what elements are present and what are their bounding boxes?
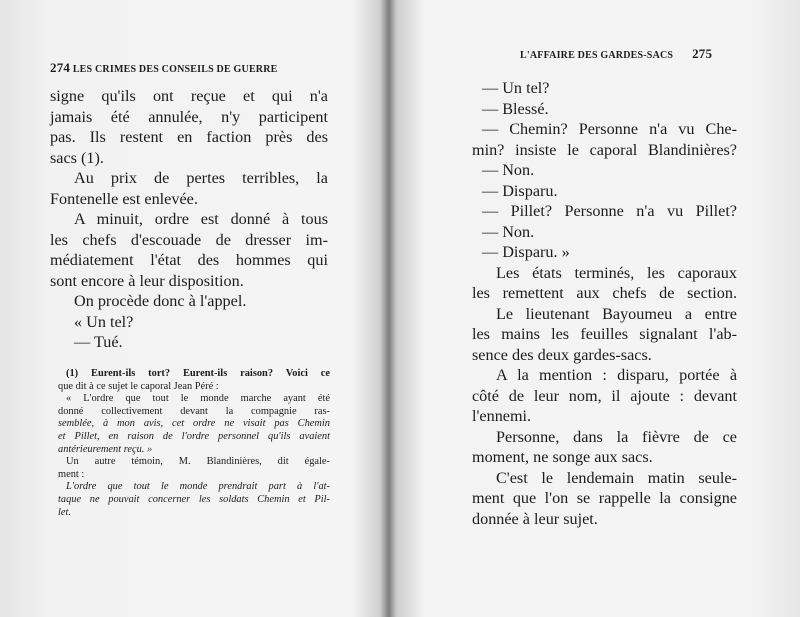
text-line: A minuit, ordre est donné à tous	[74, 210, 328, 228]
left-header-title: LES CRIMES DES CONSEILS DE GUERRE	[72, 64, 278, 75]
footnote-line: L'ordre que tout le monde prendrait part à l'at-	[66, 481, 330, 493]
right-header-title: L'AFFAIRE DES GARDES-SACS	[520, 50, 674, 61]
right-page-number: 275	[692, 46, 713, 61]
text-line: « Un tel?	[74, 312, 134, 331]
text-line: C'est le lendemain matin seule-	[496, 468, 737, 487]
text-line: médiatement l'état des hommes qui	[50, 251, 328, 269]
footnote-line: donné collectivement devant la compagnie ras-	[58, 405, 330, 417]
text-line: Personne, dans la fièvre de ce	[496, 427, 737, 446]
text-line: On procède donc à l'appel.	[74, 292, 247, 310]
footnote-line: antérieurement reçu. »	[58, 443, 153, 455]
text-line: — Pillet? Personne n'a vu Pillet?	[482, 202, 737, 220]
right-running-header	[520, 46, 712, 62]
left-page	[0, 0, 388, 617]
text-line: — Non.	[482, 161, 535, 179]
text-line: Fontenelle est enlevée.	[50, 189, 198, 208]
text-line: — Tué.	[74, 333, 123, 351]
right-body-text	[472, 78, 737, 529]
right-page	[392, 0, 800, 617]
text-line: donnée à leur sujet.	[472, 509, 598, 528]
footnote-line: (1) Eurent-ils tort? Eurent-ils raison? Voici ce	[66, 368, 330, 379]
text-line: les remettent aux chefs de section.	[472, 284, 737, 302]
text-line: — Chemin? Personne n'a vu Che-	[482, 120, 737, 138]
footnote-line: Un autre témoin, M. Blandinières, dit égale-	[66, 456, 330, 468]
text-line: l'ennemi.	[472, 407, 532, 425]
text-line: A la mention : disparu, portée à	[496, 366, 737, 384]
text-line: moment, ne songe aux sacs.	[472, 448, 653, 466]
footnote-line: let.	[58, 506, 71, 518]
text-line: les chefs d'escouade de dresser im-	[50, 230, 328, 249]
text-line: sence des deux gardes-sacs.	[472, 345, 652, 364]
footnote-line: et Pillet, en raison de l'ordre personnel qu'ils avaient	[58, 430, 330, 442]
text-line: Au prix de pertes terribles, la	[74, 169, 328, 187]
text-line: jamais été annulée, n'y participent	[50, 107, 328, 126]
text-line: — Blessé.	[482, 99, 549, 118]
text-line: ment que l'on se rappelle la consigne	[472, 489, 737, 507]
text-line: les mains les feuilles signalant l'ab-	[472, 325, 737, 343]
text-line: — Non.	[482, 222, 535, 241]
footnote-line: que dit à ce sujet le caporal Jean Péré :	[58, 380, 219, 392]
text-line: — Un tel?	[482, 79, 550, 97]
text-line: côté de leur nom, il ajoute : devant	[472, 386, 737, 405]
text-line: — Disparu.	[482, 181, 558, 200]
text-line: — Disparu. »	[482, 243, 570, 261]
left-running-header	[50, 60, 278, 76]
footnote-line: taque ne pouvait concerner les soldats Chemin et Pil-	[58, 493, 330, 505]
text-line: Le lieutenant Bayoumeu a entre	[496, 304, 737, 323]
footnote	[58, 368, 330, 519]
text-line: pas. Ils restent en faction près des	[50, 128, 328, 146]
text-line: signe qu'ils ont reçue et qui n'a	[50, 87, 328, 105]
footnote-line: « L'ordre que tout le monde marche ayant été	[66, 393, 330, 405]
text-line: min? insiste le caporal Blandinières?	[472, 140, 737, 159]
text-line: sacs (1).	[50, 148, 104, 167]
left-page-number: 274	[50, 60, 71, 75]
left-body-text	[50, 86, 328, 353]
footnote-line: ment :	[58, 468, 85, 480]
text-line: sont encore à leur disposition.	[50, 271, 244, 290]
text-line: Les états terminés, les caporaux	[496, 263, 737, 282]
footnote-line: semblée, à mon avis, cet ordre ne visait pas Chemin	[58, 418, 330, 430]
